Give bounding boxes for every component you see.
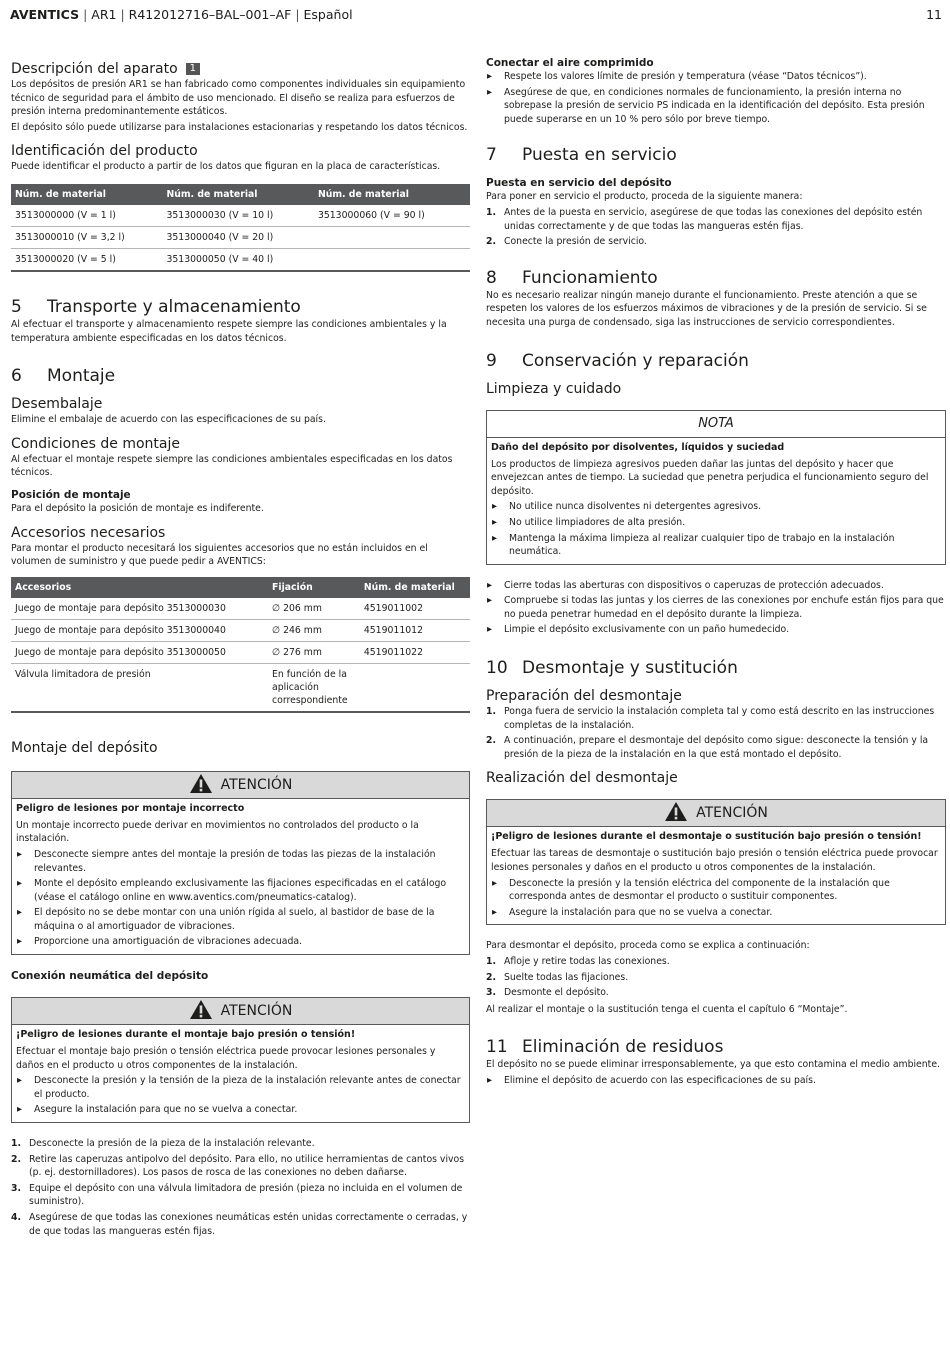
desembalaje-paragraph: Elimine el embalaje de acuerdo con las especificaciones de su país. <box>11 414 326 426</box>
table-cell: ∅ 276 mm <box>268 641 360 663</box>
list-item: ▶ Proporcione una amortiguación de vibraciones adecuada. <box>16 935 465 949</box>
warning-paragraph: Un montaje incorrecto puede derivar en movimientos no controlados del producto o la instalación. <box>16 819 419 845</box>
section-11-paragraph: El depósito no se puede eliminar irresponsablemente, ya que esto contamina el medio ambiente. <box>486 1059 940 1071</box>
list-item: ▶ Desconecte la presión y la tensión de la pieza de la instalación relevante antes de conectar el producto. <box>16 1074 465 1101</box>
warning-paragraph: Efectuar las tareas de desmontaje o sustitución bajo presión o tensión eléctrica puede provocar lesiones personales y daños en el producto u otros componentes de la instalación. <box>491 848 938 874</box>
warning-triangle-icon <box>664 801 688 822</box>
table-cell: 3513000000 (V = 1 l) <box>11 205 162 227</box>
aire-list <box>486 70 946 126</box>
ident-heading: Identificación del producto <box>11 143 198 160</box>
table-cell <box>314 226 470 248</box>
table-row <box>11 205 470 227</box>
list-item: ▶ Desconecte siempre antes del montaje la presión de todas las piezas de la instalación relevantes. <box>16 848 465 875</box>
list-item: 2. Suelte todas las fijaciones. <box>486 971 629 983</box>
table-row <box>11 641 470 663</box>
accessories-table <box>11 577 470 713</box>
table-cell: 4519011022 <box>360 641 470 663</box>
table-row <box>11 598 470 620</box>
table-cell: Juego de montaje para depósito 3513000030 <box>11 598 268 620</box>
conexion-heading: Conexión neumática del depósito <box>11 970 209 983</box>
list-item: 1. Antes de la puesta en servicio, asegúrese de que todas las conexiones del depósito estén unidas correctamente y de que todas las mangueras estén fijas. <box>486 206 923 232</box>
desmontaje-paragraph: Para desmontar el depósito, proceda como se explica a continuación: <box>486 940 810 952</box>
warning-box-dismount <box>486 799 946 925</box>
list-item: 1. Afloje y retire todas las conexiones. <box>486 956 670 967</box>
section-9-heading: 9 Conservación y reparación <box>486 350 749 371</box>
table-cell <box>314 248 470 271</box>
realizacion-heading: Realización del desmontaje <box>486 770 678 787</box>
warning-triangle-icon <box>189 773 213 794</box>
table-row <box>11 619 470 641</box>
page-header: AVENTICS | AR1 | R412012716–BAL–001–AF | Español 11 <box>10 7 942 22</box>
table-row <box>11 248 470 271</box>
accesorios-heading: Accesorios necesarios <box>11 524 166 541</box>
section-10-heading: 10 Desmontaje y sustitución <box>486 658 738 679</box>
condiciones-heading: Condiciones de montaje <box>11 435 180 452</box>
posicion-heading: Posición de montaje <box>11 488 131 501</box>
warning-header <box>487 800 945 827</box>
table-cell: ∅ 246 mm <box>268 619 360 641</box>
warning-box-pressure <box>11 997 470 1123</box>
table-cell: 3513000030 (V = 10 l) <box>162 205 313 227</box>
table-header: Núm. de material <box>11 184 162 205</box>
section-6-heading: 6 Montaje <box>11 366 116 387</box>
eliminacion-list <box>486 1074 946 1088</box>
table-header: Núm. de material <box>314 184 470 205</box>
table-header-row <box>11 577 470 598</box>
note-paragraph: Los productos de limpieza agresivos pueden dañar las juntas del depósito y hacer que envejezcan antes de tiempo. La suciedad que penetra perjudica el funcionamiento seguro del depósito. <box>491 458 929 497</box>
list-item: ▶ Desconecte la presión y la tensión eléctrica del componente de la instalación que corresponda antes de desmontar el producto o sustituir componentes. <box>491 877 941 904</box>
desmontaje-note: Al realizar el montaje o la sustitución tenga el cuenta el capítulo 6 “Montaje”. <box>486 1003 848 1015</box>
table-cell: ∅ 206 mm <box>268 598 360 620</box>
table-header: Núm. de material <box>360 577 470 598</box>
table-row <box>11 226 470 248</box>
warning-paragraph: Efectuar el montaje bajo presión o tensión eléctrica puede provocar lesiones personales y daños en el producto u otros componentes de la instalación. <box>16 1046 436 1071</box>
list-item: 2. A continuación, prepare el desmontaje del depósito como sigue: desconecte la tensión y la presión de la pieza de la instalación en la que está montado el depósito. <box>486 735 929 760</box>
list-item: ▶ El depósito no se debe montar con una unión rígida al suelo, al bastidor de base de la máquina o al amortiguador de vibraciones. <box>16 906 465 933</box>
note-box <box>486 410 946 565</box>
table-cell: 3513000010 (V = 3,2 l) <box>11 226 162 248</box>
figure-ref-badge: 1 <box>186 63 200 75</box>
list-item: ▶ Monte el depósito empleando exclusivamente las fijaciones especificadas en el catálogo (véase el catálogo online en www.aventics.com/pneumatics-catalog). <box>16 877 465 904</box>
desc-heading: Descripción del aparato 1 <box>11 60 470 78</box>
note-title: Daño del depósito por disolventes, líquidos y suciedad <box>491 441 785 453</box>
table-cell: 3513000060 (V = 90 l) <box>314 205 470 227</box>
desc-paragraph-2: El depósito sólo puede utilizarse para instalaciones estacionarias y respetando los datos técnicos. <box>11 121 468 133</box>
section-8-heading: 8 Funcionamiento <box>486 267 658 288</box>
note-label: NOTA <box>487 411 945 438</box>
table-cell: Juego de montaje para depósito 3513000040 <box>11 619 268 641</box>
doc-ref: R412012716–BAL–001–AF <box>128 7 292 22</box>
list-item: ▶ Elimine el depósito de acuerdo con las especificaciones de su país. <box>486 1074 946 1088</box>
table-cell: Válvula limitadora de presión <box>11 663 268 712</box>
table-row <box>11 663 470 712</box>
preparacion-steps <box>486 705 946 761</box>
table-cell: En función de la aplicación correspondiente <box>268 663 360 712</box>
list-item: 2. Retire las caperuzas antipolvo del depósito. Para ello, no utilice herramientas de cantos vivos (p. ej. destornilladores). Los pasos de rosca de las conexiones no deben dañarse. <box>11 1153 465 1179</box>
preparacion-heading: Preparación del desmontaje <box>486 688 682 705</box>
table-cell: 3513000020 (V = 5 l) <box>11 248 162 271</box>
list-item: ▶ No utilice limpiadores de alta presión. <box>491 516 941 530</box>
section-11-heading: 11 Eliminación de residuos <box>486 1037 724 1058</box>
warning-header <box>12 772 469 799</box>
left-column <box>11 56 470 1240</box>
list-item: ▶ Asegure la instalación para que no se vuelva a conectar. <box>491 906 941 920</box>
table-cell: 3513000050 (V = 40 l) <box>162 248 313 271</box>
montaje-deposito-heading: Montaje del depósito <box>11 739 158 756</box>
desembalaje-heading: Desembalaje <box>11 396 103 413</box>
list-item: 1. Ponga fuera de servicio la instalación completa tal y como está descrito en las instrucciones completas de la instalación. <box>486 706 935 731</box>
desc-paragraph-1: Los depósitos de presión AR1 se han fabricado como componentes individuales sin equipamiento técnico de seguridad para el ámbito de uso mencionado. El diseño se realiza para esfuerzos de presión interna predominantemente estáticos. <box>11 79 466 118</box>
table-header: Núm. de material <box>162 184 313 205</box>
limpieza-heading: Limpieza y cuidado <box>486 380 622 397</box>
table-cell: 4519011002 <box>360 598 470 620</box>
warning-label: ATENCIÓN <box>220 776 293 793</box>
list-item: ▶ Mantenga la máxima limpieza al realizar cualquier tipo de trabajo en la instalación neumática. <box>491 532 941 559</box>
warning-label: ATENCIÓN <box>696 805 768 822</box>
doc-code: AR1 <box>91 7 117 22</box>
section-5-paragraph: Al efectuar el transporte y almacenamiento respete siempre las condiciones ambientales y la temperatura ambiente especificadas en los datos técnicos. <box>11 318 447 344</box>
list-item: 1. Desconecte la presión de la pieza de la instalación relevante. <box>11 1138 315 1150</box>
ident-paragraph: Puede identificar el producto a partir de los datos que figuran en la placa de características. <box>11 161 441 173</box>
warning-triangle-icon <box>189 999 213 1020</box>
accesorios-paragraph: Para montar el producto necesitará los siguientes accesorios que no están incluidos en el volumen de suministro y que puede pedir a AVENTICS: <box>11 542 428 568</box>
puesta-paragraph: Para poner en servicio el producto, proceda de la siguiente manera: <box>486 191 803 203</box>
warning-title: ¡Peligro de lesiones durante el montaje bajo presión o tensión! <box>16 1029 356 1041</box>
right-column <box>486 56 946 1090</box>
list-item: ▶ Respete los valores límite de presión y temperatura (véase “Datos técnicos”). <box>486 70 946 84</box>
list-item: ▶ Asegure la instalación para que no se vuelva a conectar. <box>16 1103 465 1117</box>
warning-title: Peligro de lesiones por montaje incorrecto <box>16 802 245 814</box>
warning-label: ATENCIÓN <box>220 1003 293 1020</box>
list-item: 4. Asegúrese de que todas las conexiones neumáticas estén unidas correctamente o cerradas, y de que todas las mangueras estén fijas. <box>11 1212 468 1237</box>
section-7-heading: 7 Puesta en servicio <box>486 145 677 166</box>
condiciones-paragraph: Al efectuar el montaje respete siempre las condiciones ambientales especificadas en los datos técnicos. <box>11 453 453 479</box>
doc-language: Español <box>303 7 353 22</box>
list-item: ▶ Limpie el depósito exclusivamente con un paño humedecido. <box>486 623 946 637</box>
table-cell: 4519011012 <box>360 619 470 641</box>
section-5-heading: 5 Transporte y almacenamiento <box>11 296 301 317</box>
list-item: 3. Equipe el depósito con una válvula limitadora de presión (pieza no incluida en el volumen de suministro). <box>11 1182 463 1208</box>
table-header: Fijación <box>268 577 360 598</box>
list-item: ▶ Compruebe si todas las juntas y los cierres de las conexiones por enchufe están fijos para que no pueda penetrar humedad en el depósito durante la limpieza. <box>486 594 946 621</box>
warning-header <box>12 998 469 1025</box>
limpieza-list <box>486 579 946 637</box>
warning-title: ¡Peligro de lesiones durante el desmontaje o sustitución bajo presión o tensión! <box>491 831 922 843</box>
posicion-paragraph: Para el depósito la posición de montaje es indiferente. <box>11 502 264 514</box>
warning-box-mounting <box>11 771 470 955</box>
table-cell: Juego de montaje para depósito 3513000050 <box>11 641 268 663</box>
puesta-steps <box>486 206 946 249</box>
list-item: ▶ No utilice nunca disolventes ni detergentes agresivos. <box>491 500 941 514</box>
list-item: 2. Conecte la presión de servicio. <box>486 236 647 248</box>
desmontaje-steps <box>486 955 946 1000</box>
list-item: ▶ Cierre todas las aberturas con dispositivos o caperuzas de protección adecuados. <box>486 579 946 593</box>
table-header-row <box>11 184 470 205</box>
table-header: Accesorios <box>11 577 268 598</box>
list-item: ▶ Asegúrese de que, en condiciones normales de funcionamiento, la presión interna no sobrepase la presión de servicio PS indicada en la identificación del depósito. Esta presión puede superarse en un 10 % pero sólo por breve tiempo. <box>486 86 946 127</box>
brand-name: AVENTICS <box>10 7 80 22</box>
section-8-paragraph: No es necesario realizar ningún manejo durante el funcionamiento. Preste atención a que se respeten los valores de los esfuerzos máximos de vibraciones y de la presión de servicio. Si se necesita una purga de condensado, siga las instrucciones de servicio correspondientes. <box>486 289 927 328</box>
page-number: 11 <box>926 7 942 22</box>
table-cell: 3513000040 (V = 20 l) <box>162 226 313 248</box>
material-table <box>11 184 470 272</box>
table-cell <box>360 663 470 712</box>
list-item: 3. Desmonte el depósito. <box>486 987 609 999</box>
connection-steps <box>11 1137 470 1238</box>
aire-heading: Conectar el aire comprimido <box>486 57 654 69</box>
puesta-heading: Puesta en servicio del depósito <box>486 177 672 190</box>
